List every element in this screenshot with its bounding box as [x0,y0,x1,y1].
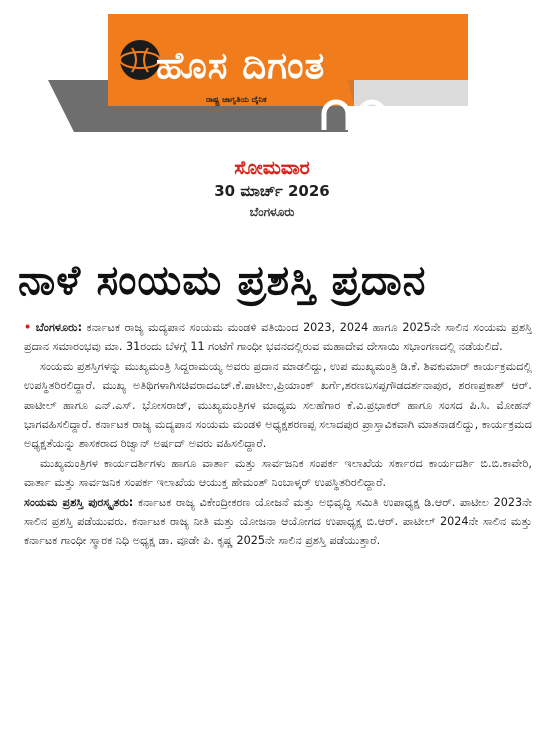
headline: ನಾಳೆ ಸಂಯಮ ಪ್ರಶಸ್ತಿ ಪ್ರದಾನ [18,256,427,304]
globe-icon [120,40,160,80]
lead-place: ಬೆಂಗಳೂರು: [35,321,83,334]
paragraph-1-text: ಕರ್ನಾಟಕ ರಾಜ್ಯ ಮದ್ಯಪಾನ ಸಂಯಮ ಮಂಡಳಿ ವತಿಯಿಂದ 2023, 2024 ಹಾಗೂ 2025ನೇ ಸಾಲಿನ ಸಂಯಮ ಪ್ರಶಸ್ತಿ ಪ್ರದಾನ ಸಮಾರಂಭವು ಮಾ. 31ರಂದು ಬೆಳಗ್ಗೆ 11 ಗಂಟೆಗೆ ಗಾಂಧೀ ಭವನದಲ್ಲಿರುವ ಮಹಾದೇವ ದೇಸಾಯಿ ಸಭಾಂಗಣದಲ್ಲಿ ನಡೆಯಲಿದೆ. [24,321,532,354]
bullet: • [24,321,32,334]
paragraph-3: ಮುಖ್ಯಮಂತ್ರಿಗಳ ಕಾರ್ಯದರ್ಶಿಗಳು ಹಾಗೂ ವಾರ್ತಾ ಮತ್ತು ಸಾರ್ವಜನಿಕ ಸಂಪರ್ಕ ಇಲಾಖೆಯ ಸರ್ಕಾರದ ಕಾರ್ಯದರ್ಶಿ ಬಿ.ಬಿ.ಕಾವೇರಿ, ವಾರ್ತಾ ಮತ್ತು ಸಾರ್ವಜನಿಕ ಸಂಪರ್ಕ ಇಲಾಖೆಯ ಆಯುಕ್ತ ಹೇಮಂತ್ ನಿಂಬಾಳ್ಕರ್ ಉಪಸ್ಥಿತರಿರಲಿದ್ದಾರೆ. [24,456,532,490]
weekday: ಸೋಮವಾರ [234,157,310,179]
masthead-tagline: ರಾಷ್ಟ್ರ ಜಾಗೃತಿಯ ದೈನಿಕ [206,95,267,104]
masthead [48,14,478,132]
dateline [0,156,544,222]
awardees-lead: ಸಂಯಮ ಪ್ರಶಸ್ತಿ ಪುರಸ್ಕೃತರು: [24,495,134,509]
article-body [24,318,532,551]
paragraph-4-text: ಕರ್ನಾಟಕ ರಾಜ್ಯ ವಿಕೇಂದ್ರೀಕರಣ ಯೋಜನೆ ಮತ್ತು ಅಭಿವೃದ್ಧಿ ಸಮಿತಿ ಉಪಾಧ್ಯಕ್ಷ ಡಿ.ಆರ್. ಪಾಟೀಲ 2023ನೇ ಸಾಲಿನ ಪ್ರಶಸ್ತಿ ಪಡೆಯುವರು. ಕರ್ನಾಟಕ ರಾಜ್ಯ ನೀತಿ ಮತ್ತು ಯೋಜನಾ ಆಯೋಗದ ಉಪಾಧ್ಯಕ್ಷ ಬಿ.ಆರ್. ಪಾಟೀಲ್ 2024ನೇ ಸಾಲಿನ ಮತ್ತು ಕರ್ನಾಟಕ ಗಾಂಧೀ ಸ್ಮಾರಕ ನಿಧಿ ಅಧ್ಯಕ್ಷ ಡಾ. ವೂಡೇ ಪಿ. ಕೃಷ್ಣ 2025ನೇ ಸಾಲಿನ ಪ್ರಶಸ್ತಿ ಪಡೆಯುತ್ತಾರೆ. [24,495,533,548]
paragraph-1 [24,318,532,357]
anniversary-mark-icon [318,94,408,132]
masthead-title: ಹೊಸ ದಿಗಂತ [156,44,326,87]
city: ಬೆಂಗಳೂರು [249,205,295,219]
paragraph-2: ಸಂಯಮ ಪ್ರಶಸ್ತಿಗಳನ್ನು ಮುಖ್ಯಮಂತ್ರಿ ಸಿದ್ದರಾಮಯ್ಯ ಅವರು ಪ್ರದಾನ ಮಾಡಲಿದ್ದು, ಉಪ ಮುಖ್ಯಮಂತ್ರಿ ಡಿ.ಕೆ. ಶಿವಕುಮಾರ್ ಕಾರ್ಯಕ್ರಮದಲ್ಲಿ ಉಪಸ್ಥಿತರಿರಲಿದ್ದಾರೆ. ಮುಖ್ಯ ಅತಿಥಿಗಳಾಗಿಸಚಿವರಾದಎಚ್.ಕೆ.ಪಾಟೀಲ,ಪ್ರಿಯಾಂಕ್ ಖರ್ಗೆ,ಶರಣಬಸಪ್ಪಗೌಡದರ್ಶನಾಪುರ, ಶರಣಪ್ರಕಾಶ್ ಆರ್. ಪಾಟೀಲ್ ಹಾಗೂ ಎನ್.ಎಸ್. ಭೋಸರಾಜ್, ಮುಖ್ಯಮಂತ್ರಿಗಳ ಮಾಧ್ಯಮ ಸಲಹೆಗಾರ ಕೆ.ವಿ.ಪ್ರಭಾಕರ್ ಹಾಗೂ ಸಂಸದ ಪಿ.ಸಿ. ಮೋಹನ್ ಭಾಗವಹಿಸಲಿದ್ದಾರೆ. ಕರ್ನಾಟಕ ರಾಜ್ಯ ಮದ್ಯಪಾನ ಸಂಯಮ ಮಂಡಳಿ ಅಧ್ಯಕ್ಷಶರಣಪ್ಪ ಸಲಾದಪುರ ಪ್ರಾಸ್ತಾವಿಕವಾಗಿ ಮಾತನಾಡಲಿದ್ದು, ಕಾರ್ಯಕ್ರಮದ ಅಧ್ಯಕ್ಷತೆಯನ್ನು ಶಾಸಕರಾದ ರಿಜ್ವಾನ್ ಅರ್ಷದ್ ಅವರು ವಹಿಸಲಿದ್ದಾರೆ. [24,359,532,451]
paragraph-4 [24,493,532,551]
date: 30 ಮಾರ್ಚ್ 2026 [214,182,330,200]
